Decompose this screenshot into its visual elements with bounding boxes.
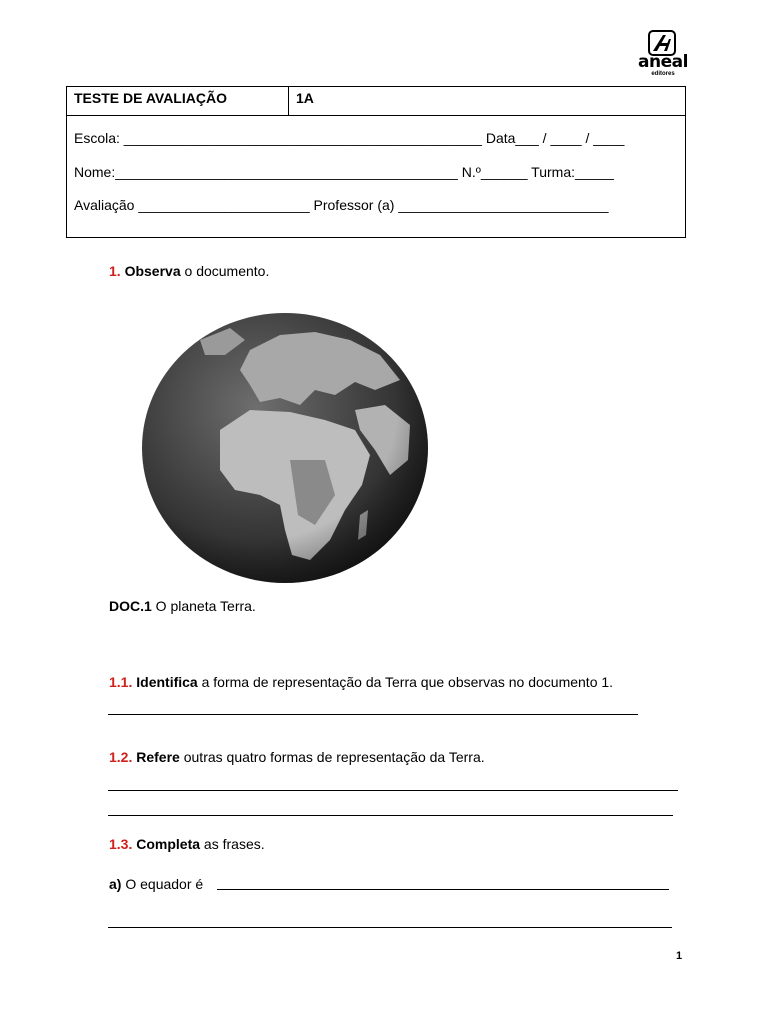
logo-wordmark: aneal [638,52,688,72]
document-caption [109,598,256,614]
item-label: a) [109,876,122,892]
question-1-2 [109,749,485,765]
logo-subtitle: editores [651,71,675,77]
question-text: as frases. [200,836,265,852]
answer-line[interactable] [217,889,669,890]
answer-line[interactable] [108,790,678,791]
question-number: 1.3. [109,836,133,852]
sentence-text: O equador é [121,876,204,892]
publisher-logo [634,30,692,78]
question-number: 1.2. [109,749,133,765]
question-verb: Identifica [136,674,198,690]
question-verb: Observa [124,263,181,279]
test-title: TESTE DE AVALIAÇÃO [74,90,227,106]
page-number: 1 [676,950,683,962]
student-info-box [66,86,686,238]
earth-globe-image [140,310,430,585]
nome-turma-field[interactable]: Nome:____________________________________________ N.º______ Turma:_____ [74,164,614,180]
question-verb: Completa [136,836,201,852]
header-title-row [67,87,685,116]
question-text: a forma de representação da Terra que observas no documento 1. [197,674,614,690]
header-divider [288,87,289,115]
escola-data-field[interactable]: Escola: ______________________________________________ Data___ / ____ / ____ [74,130,625,146]
question-1-1 [109,674,613,690]
sentence-a [109,876,203,892]
question-number: 1.1. [109,674,133,690]
doc-caption-text: O planeta Terra. [151,598,256,614]
answer-line[interactable] [108,714,638,715]
answer-line[interactable] [108,927,672,928]
question-number: 1. [109,263,121,279]
question-verb: Refere [136,749,180,765]
doc-label: DOC.1 [109,598,152,614]
test-code: 1A [296,90,314,106]
question-text: outras quatro formas de representação da Terra. [179,749,485,765]
question-1-3 [109,836,265,852]
question-1 [109,263,269,279]
answer-line[interactable] [108,815,673,816]
question-text: o documento. [180,263,270,279]
avaliacao-professor-field[interactable]: Avaliação ______________________ Professor (a) ___________________________ [74,197,609,213]
